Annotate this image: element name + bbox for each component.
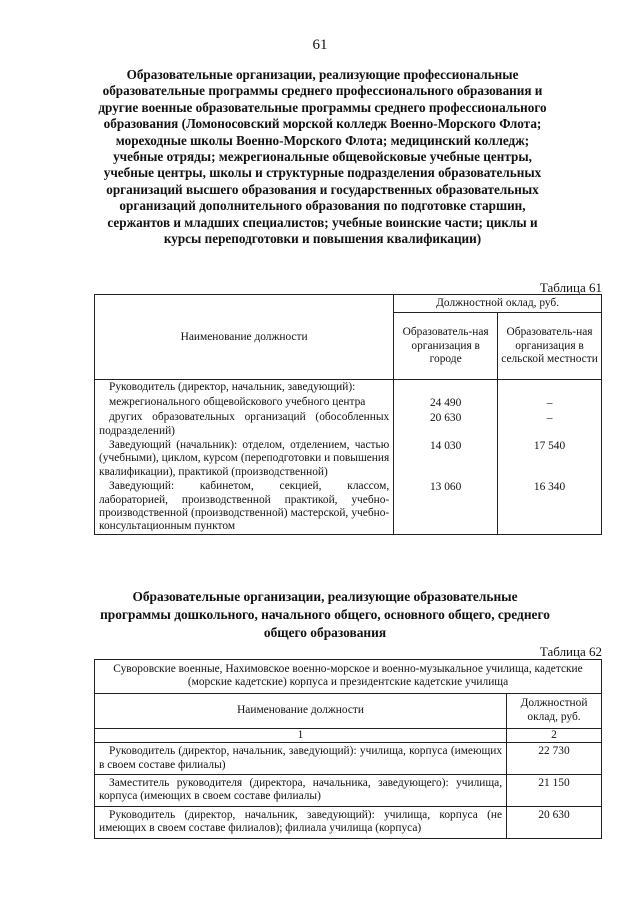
table-row — [95, 806, 602, 838]
salary-table-61 — [94, 294, 602, 535]
salary-city: 13 060 — [394, 479, 498, 534]
table-62-group-header: Суворовские военные, Нахимовское военно-морское и военно-музыкальное училища, кадетские (морские кадетские) корпуса и президентские кадетские училища — [95, 660, 602, 694]
salary-rural: 17 540 — [498, 438, 602, 479]
table-row — [95, 775, 602, 807]
column-number-1: 1 — [95, 728, 507, 742]
table-row — [95, 380, 602, 395]
column-header-city: Образователь-ная организация в городе — [394, 313, 498, 380]
salary-rural: – — [498, 410, 602, 438]
table-row — [95, 743, 602, 775]
table-row — [95, 438, 602, 479]
column-header-position: Наименование должности — [95, 295, 394, 380]
column-header-salary: Должностной оклад, руб. — [507, 693, 602, 728]
section-title-general: Образовательные организации, реализующие образовательные программы дошкольного, начального общего, основного общего, среднего общего образования — [100, 589, 550, 640]
position-name: Заведующий (начальник): отделом, отделением, частью (учебными), циклом, курсом (переподготовки и повышения квалификации), практикой (производственной) — [95, 438, 394, 479]
section-title-vocational: Образовательные организации, реализующие профессиональные образовательные программы среднего профессионального образования и другие военные образовательные программы среднего профессионального образования (Ломоносовский морской колледж Военно-Морского Флота; мореходные школы Военно-Морского Флота; медицинский колледж; учебные отряды; межрегиональные общевойсковые учебные центры, учебные центры, школы и структурные подразделения образовательных организаций высшего образования и государственных образовательных организаций дополнительного образования по подготовке старшин, сержантов и младших специалистов; учебные воинские части; циклы и курсы переподготовки и повышения квалификации) — [98, 67, 547, 247]
table-62-caption: Таблица 62 — [539, 644, 602, 659]
position-name: Заместитель руководителя (директора, начальника, заведующего): училища, корпуса (имеющих в своем составе филиалы) — [95, 775, 507, 807]
table-61-caption: Таблица 61 — [539, 280, 602, 295]
column-header-rural: Образователь-ная организация в сельской местности — [498, 313, 602, 380]
position-name: межрегионального общевойскового учебного центра — [95, 395, 394, 410]
table-row — [95, 395, 602, 410]
position-name: Руководитель (директор, начальник, заведующий): училища, корпуса (имеющих в своем составе филиалы) — [95, 743, 507, 775]
salary-rural — [498, 380, 602, 395]
salary-rural: 16 340 — [498, 479, 602, 534]
salary-city: 24 490 — [394, 395, 498, 410]
position-name: Руководитель (директор, начальник, заведующий): — [95, 380, 394, 395]
salary-value: 21 150 — [507, 775, 602, 807]
table-row — [95, 410, 602, 438]
salary-rural: – — [498, 395, 602, 410]
salary-city: 20 630 — [394, 410, 498, 438]
position-name: других образовательных организаций (обособленных подразделений) — [95, 410, 394, 438]
column-header-salary: Должностной оклад, руб. — [394, 295, 602, 313]
position-name: Руководитель (директор, начальник, заведующий): училища, корпуса (не имеющих в своем составе филиалов); филиала училища (корпуса) — [95, 806, 507, 838]
salary-city: 14 030 — [394, 438, 498, 479]
salary-value: 22 730 — [507, 743, 602, 775]
salary-value: 20 630 — [507, 806, 602, 838]
salary-table-62 — [94, 659, 602, 839]
column-header-position: Наименование должности — [95, 693, 507, 728]
salary-city — [394, 380, 498, 395]
page-number: 61 — [312, 37, 328, 53]
column-number-2: 2 — [507, 728, 602, 742]
table-row — [95, 479, 602, 534]
position-name: Заведующий: кабинетом, секцией, классом, лабораторией, производственной практикой, учебно-производственной (производственной) мастерской, учебно-консультационным пунктом — [95, 479, 394, 534]
